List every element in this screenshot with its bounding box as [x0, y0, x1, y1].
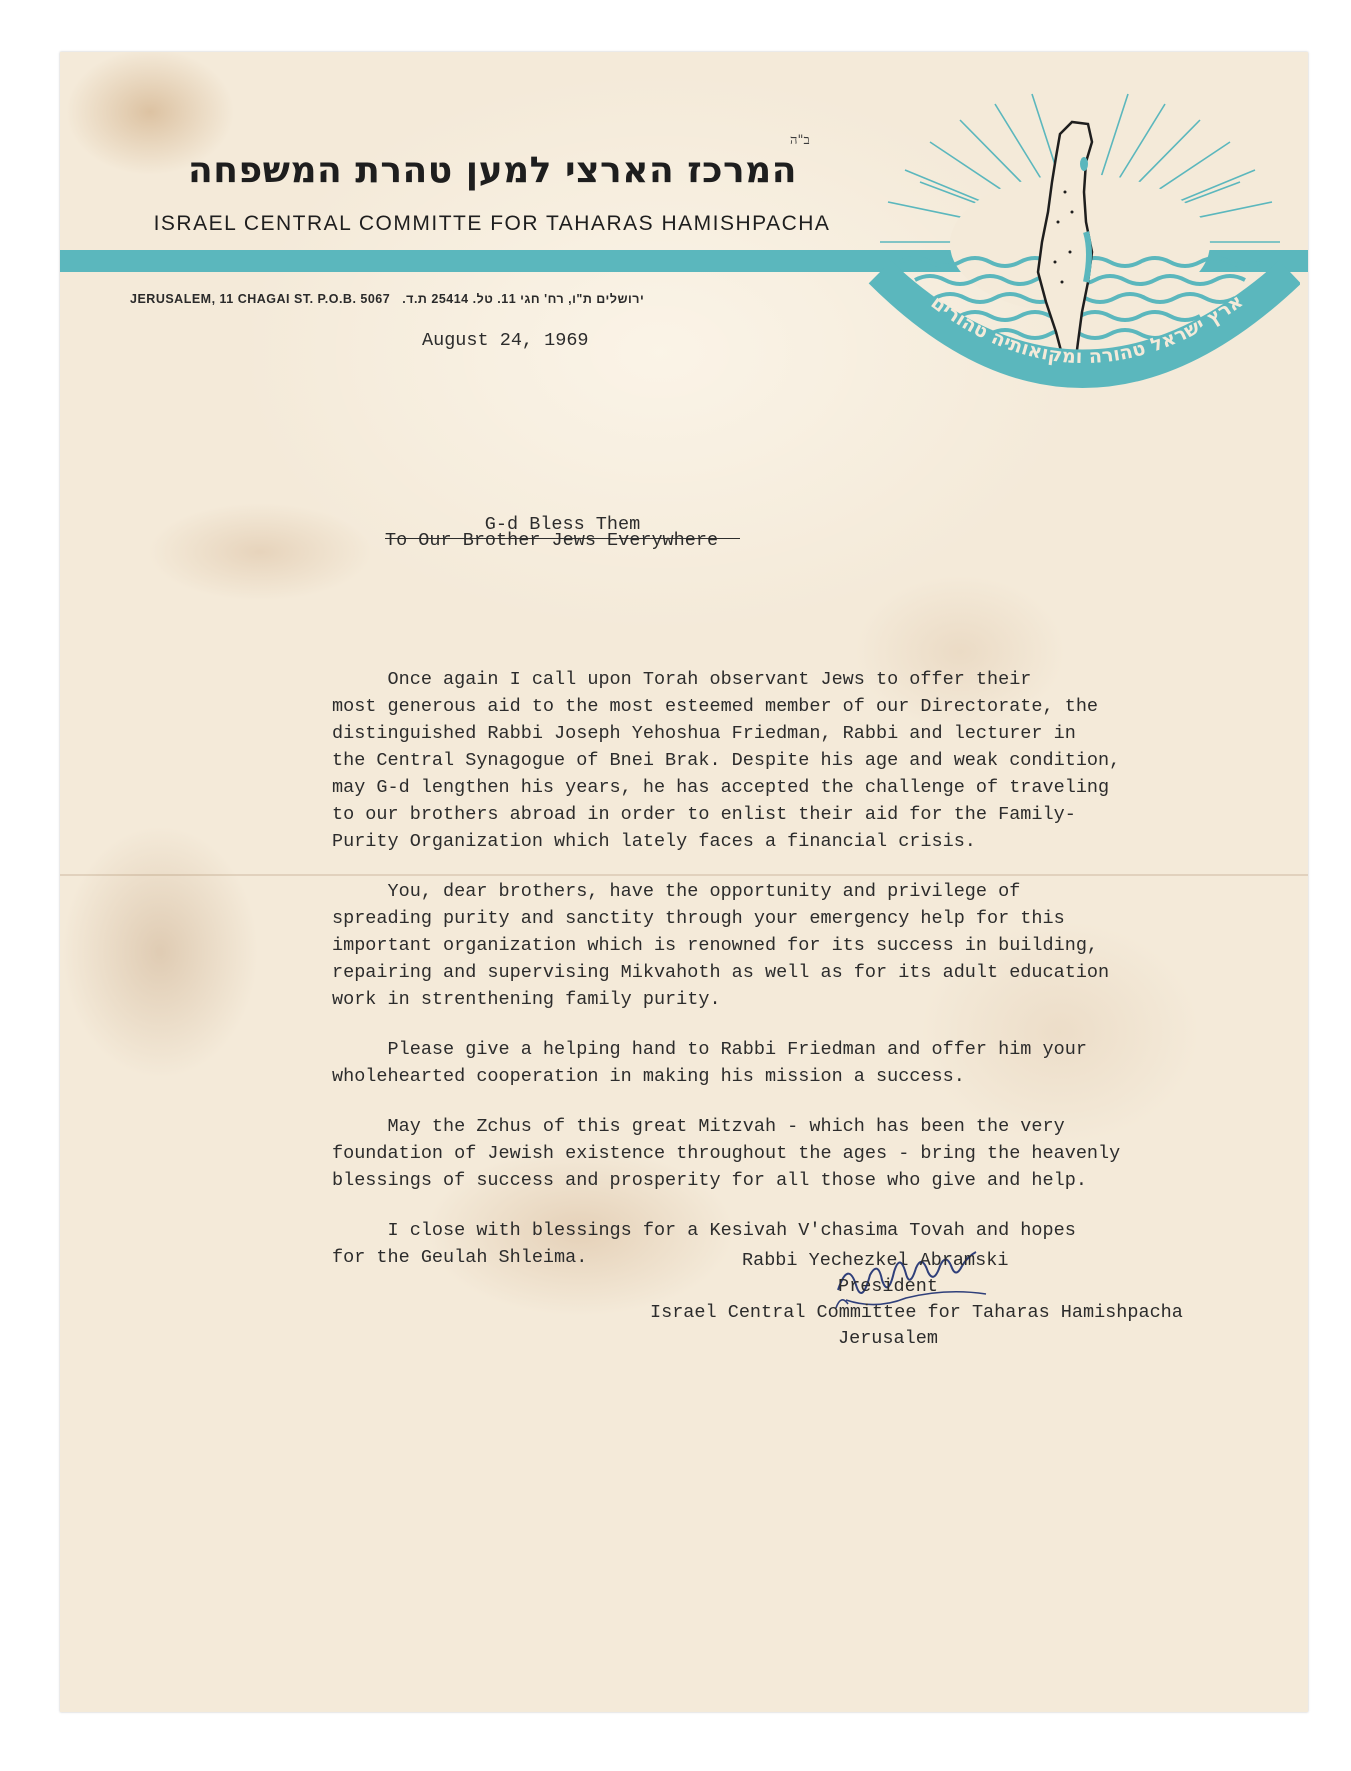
paragraph-line: repairing and supervising Mikvahoth as well as for its adult education — [332, 962, 1110, 983]
paragraph-line: work in strenthening family purity. — [332, 989, 721, 1010]
bh-mark: ב"ה — [790, 133, 810, 148]
letter-paragraph — [332, 1036, 1120, 1090]
salutation-line-1: To Our Brother Jews Everywhere — [385, 530, 719, 551]
letter-body — [332, 666, 1120, 1294]
closing-city: Jerusalem — [838, 1328, 938, 1349]
paragraph-line: blessings of success and prosperity for all those who give and help. — [332, 1170, 1087, 1191]
paragraph-line: You, dear brothers, have the opportunity and privilege of — [332, 881, 1021, 902]
paragraph-line: important organization which is renowned for its success in building, — [332, 935, 1099, 956]
salutation-line-2: G-d Bless Them — [385, 514, 740, 539]
salutation — [385, 488, 718, 614]
paragraph-line: spreading purity and sanctity through your emergency help for this — [332, 908, 1065, 929]
paragraph-line: most generous aid to the most esteemed member of our Directorate, the — [332, 696, 1099, 717]
paragraph-line: Once again I call upon Torah observant Jews to offer their — [332, 669, 1032, 690]
paragraph-line: Please give a helping hand to Rabbi Friedman and offer him your — [332, 1039, 1087, 1060]
closing-name: Rabbi Yechezkel Abramski — [742, 1250, 1009, 1271]
paragraph-line: may G-d lengthen his years, he has accepted the challenge of traveling — [332, 777, 1110, 798]
closing-title: President — [838, 1276, 938, 1297]
paragraph-line: May the Zchus of this great Mitzvah - which has been the very — [332, 1116, 1065, 1137]
paragraph-line: Purity Organization which lately faces a financial crisis. — [332, 831, 976, 852]
paragraph-line: wholehearted cooperation in making his mission a success. — [332, 1066, 965, 1087]
address-hebrew: ירושלים ת"ו, רח' חגי 11. טל. 25414 ת.ד. — [402, 292, 645, 306]
letter-paragraph — [332, 666, 1120, 855]
paragraph-line: the Central Synagogue of Bnei Brak. Despite his age and weak condition, — [332, 750, 1121, 771]
letterhead-address — [130, 292, 644, 306]
logo-motto: ארץ ישראל טהורה ומקואותיה טהורים — [926, 290, 1247, 369]
paragraph-line: foundation of Jewish existence throughout the ages - bring the heavenly — [332, 1143, 1121, 1164]
letter-paragraph — [332, 878, 1120, 1013]
paragraph-line: I close with blessings for a Kesivah V'chasima Tovah and hopes — [332, 1220, 1076, 1241]
paragraph-line: to our brothers abroad in order to enlist their aid for the Family- — [332, 804, 1076, 825]
letterhead-hebrew-name: המרכז הארצי למען טהרת המשפחה — [188, 150, 797, 191]
closing-organization: Israel Central Committee for Taharas Hamishpacha — [650, 1302, 1183, 1323]
paragraph-line: for the Geulah Shleima. — [332, 1247, 588, 1268]
letterhead-english-name: ISRAEL CENTRAL COMMITTE FOR TAHARAS HAMISHPACHA — [153, 212, 831, 235]
paragraph-line: distinguished Rabbi Joseph Yehoshua Friedman, Rabbi and lecturer in — [332, 723, 1076, 744]
letter-sheet — [60, 52, 1308, 1712]
address-english: JERUSALEM, 11 CHAGAI ST. P.O.B. 5067 — [130, 292, 391, 306]
israel-map-emblem-logo — [860, 82, 1300, 432]
letter-date: August 24, 1969 — [422, 330, 589, 351]
letter-paragraph — [332, 1113, 1120, 1194]
